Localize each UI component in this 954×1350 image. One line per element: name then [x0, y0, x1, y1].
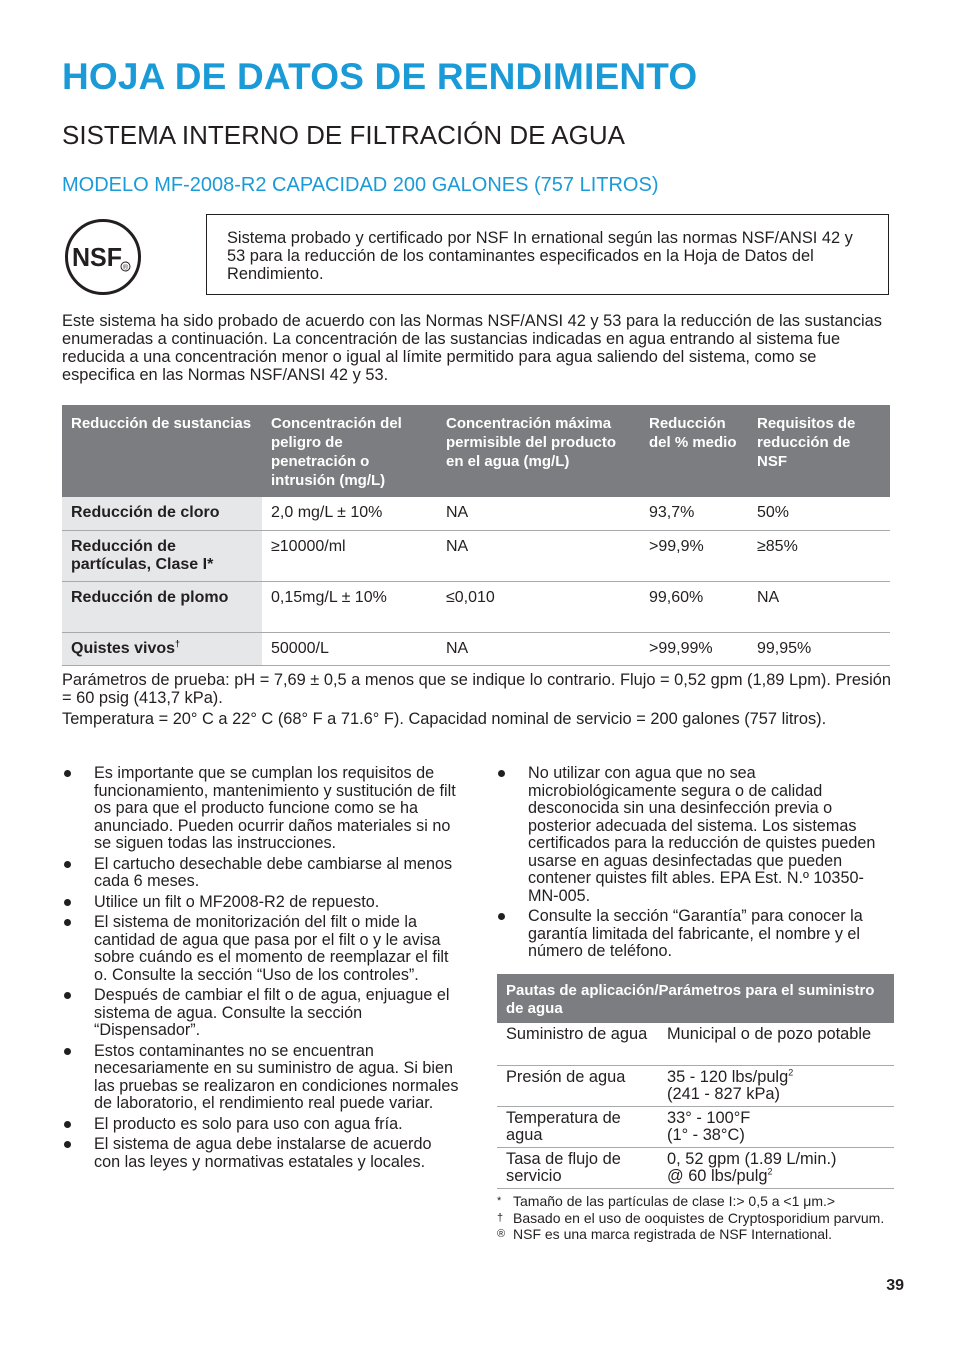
table-row	[62, 632, 890, 665]
footnotes	[497, 1193, 894, 1243]
challenge-cell: 2,0 mg/L ± 10%	[262, 497, 437, 530]
table-row	[497, 1065, 894, 1106]
column-header: Concentración del peligro de penetración o intrusión (mg/L)	[262, 405, 437, 497]
column-header: Requisitos de reducción de NSF	[748, 405, 890, 497]
nsf-registered-mark: ®	[122, 264, 129, 272]
bullet-icon	[64, 861, 71, 868]
certification-text: Sistema probado y certificado por NSF In ernational según las normas NSF/ANSI 42 y 53 para la reducción de los contaminantes especificados en la Hoja de Datos del Rendimiento.	[227, 229, 853, 283]
footnote: † Basado en el uso de ooquistes de Cryptosporidium parvum.	[497, 1209, 885, 1226]
avg-reduction-cell: 93,7%	[640, 497, 748, 530]
list-item: No utilizar con agua que no sea microbiológicamente segura o de calidad desconocida sin una desinfección previa o posterior adecuada del sistema. Los sistemas certificados para la reducción de quistes pueden usarse en aguas desinfectadas que pueden contener quistes filt ables. EPA Est. N.º 10350-MN-005.	[496, 765, 892, 905]
test-parameters-line: Temperatura = 20° C a 22° C (68° F a 71.6° F). Capacidad nominal de servicio = 200 galones (757 litros).	[62, 710, 827, 728]
challenge-cell: 50000/L	[262, 632, 437, 665]
challenge-cell: 0,15mg/L ± 10%	[262, 581, 437, 632]
table-row	[62, 530, 890, 581]
bullet-icon	[64, 1141, 71, 1148]
nsf-logo-icon	[64, 218, 142, 296]
avg-reduction-cell: 99,60%	[640, 581, 748, 632]
footnote: ® NSF es una marca registrada de NSF International.	[497, 1226, 833, 1242]
bullet-icon	[64, 919, 71, 926]
requirement-cell: 99,95%	[748, 632, 890, 665]
list-item: Consulte la sección “Garantía” para conocer la garantía limitada del fabricante, el nombre y el número de teléfono.	[496, 908, 892, 961]
column-header: Reducción de sustancias	[62, 405, 262, 497]
parameter-value: Municipal o de pozo potable	[658, 1023, 894, 1065]
nsf-logo-text: NSF	[72, 242, 122, 272]
list-item: Después de cambiar el filt o de agua, enjuague el sistema de agua. Consulte la sección “Dispensador”.	[62, 987, 462, 1040]
bullet-list-right	[496, 765, 892, 964]
model-heading: MODELO MF-2008-R2 CAPACIDAD 200 GALONES (757 LITROS)	[62, 174, 659, 196]
table-row	[62, 581, 890, 632]
table-row	[497, 1147, 894, 1188]
challenge-cell: ≥10000/ml	[262, 530, 437, 581]
table-row	[497, 1023, 894, 1065]
list-item: El sistema de agua debe instalarse de acuerdo con las leyes y normativas estatales y locales.	[62, 1136, 462, 1171]
requirement-cell: ≥85%	[748, 530, 890, 581]
bullet-list-left	[62, 765, 462, 1174]
parameter-label: Presión de agua	[497, 1065, 658, 1106]
max-cell: NA	[437, 632, 640, 665]
dagger-mark: †	[175, 638, 181, 649]
substance-cell: Reducción de cloro	[62, 497, 262, 530]
bullet-icon	[64, 992, 71, 999]
performance-table	[62, 405, 890, 666]
list-item: Utilice un filt o MF2008-R2 de repuesto.	[62, 894, 462, 912]
intro-paragraph: Este sistema ha sido probado de acuerdo con las Normas NSF/ANSI 42 y 53 para la reducción de las sustancias enumeradas a continuación. La concentración de las sustancias indicadas en agua entrando al sistema fue reducida a una concentración menor o igual al límite permitido para agua saliendo del sistema, como se especifica en las Normas NSF/ANSI 42 y 53.	[62, 312, 882, 384]
substance-cell: Quistes vivos†	[62, 632, 262, 665]
max-cell: ≤0,010	[437, 581, 640, 632]
bullet-icon	[64, 1048, 71, 1055]
test-parameters	[62, 671, 892, 731]
page-number: 39	[886, 1277, 904, 1294]
list-item: Estos contaminantes no se encuentran necesariamente en su suministro de agua. Si bien las pruebas se realizaron en condiciones normales de laboratorio, el rendimiento real puede variar.	[62, 1043, 462, 1113]
list-item: Es importante que se cumplan los requisitos de funcionamiento, mantenimiento y sustitución de filt os para que el producto funcione como se ha anunciado. Pueden ocurrir daños materiales si no se siguen todas las instrucciones.	[62, 765, 462, 853]
section-subtitle: SISTEMA INTERNO DE FILTRACIÓN DE AGUA	[62, 120, 625, 150]
max-cell: NA	[437, 530, 640, 581]
bullet-icon	[64, 899, 71, 906]
bullet-icon	[498, 770, 505, 777]
requirement-cell: 50%	[748, 497, 890, 530]
substance-cell: Reducción de partículas, Clase I*	[62, 530, 262, 581]
max-cell: NA	[437, 497, 640, 530]
application-table-header: Pautas de aplicación/Parámetros para el suministro de agua	[497, 974, 894, 1023]
table-row	[62, 497, 890, 530]
parameter-label: Temperatura de agua	[497, 1106, 658, 1147]
page-title: HOJA DE DATOS DE RENDIMIENTO	[62, 56, 698, 97]
column-header: Concentración máxima permisible del producto en el agua (mg/L)	[437, 405, 640, 497]
bullet-icon	[64, 1121, 71, 1128]
footnote: * Tamaño de las partículas de clase I:> 0,5 a <1 μm.>	[497, 1193, 836, 1209]
parameter-value: 35 - 120 lbs/pulg$^2$ (241 - 827 kPa)	[658, 1065, 894, 1106]
list-item: El sistema de monitorización del filt o mide la cantidad de agua que pasa por el filt o y le avisa sobre cuándo es el momento de reemplazar el filt o. Consulte la sección “Uso de los controles”.	[62, 914, 462, 984]
substance-cell: Reducción de plomo	[62, 581, 262, 632]
performance-table-header	[62, 405, 890, 497]
avg-reduction-cell: >99,99%	[640, 632, 748, 665]
parameter-value: 33° - 100°F (1° - 38°C)	[658, 1106, 894, 1147]
application-guidelines-table	[497, 974, 894, 1189]
table-row	[497, 1106, 894, 1147]
certification-box	[206, 214, 889, 295]
column-header: Reducción del % medio	[640, 405, 748, 497]
requirement-cell: NA	[748, 581, 890, 632]
bullet-icon	[64, 770, 71, 777]
parameter-label: Tasa de flujo de servicio	[497, 1147, 658, 1188]
list-item: El producto es solo para uso con agua fría.	[62, 1116, 462, 1134]
bullet-icon	[498, 913, 505, 920]
list-item: El cartucho desechable debe cambiarse al menos cada 6 meses.	[62, 856, 462, 891]
parameter-value: 0, 52 gpm (1.89 L/min.) @ 60 lbs/pulg$^2$	[658, 1147, 894, 1188]
avg-reduction-cell: >99,9%	[640, 530, 748, 581]
test-parameters-line: Parámetros de prueba: pH = 7,69 ± 0,5 a menos que se indique lo contrario. Flujo = 0,52 gpm (1,89 Lpm). Presión = 60 psig (413,7 kPa).	[62, 671, 891, 707]
parameter-label: Suministro de agua	[497, 1023, 658, 1065]
